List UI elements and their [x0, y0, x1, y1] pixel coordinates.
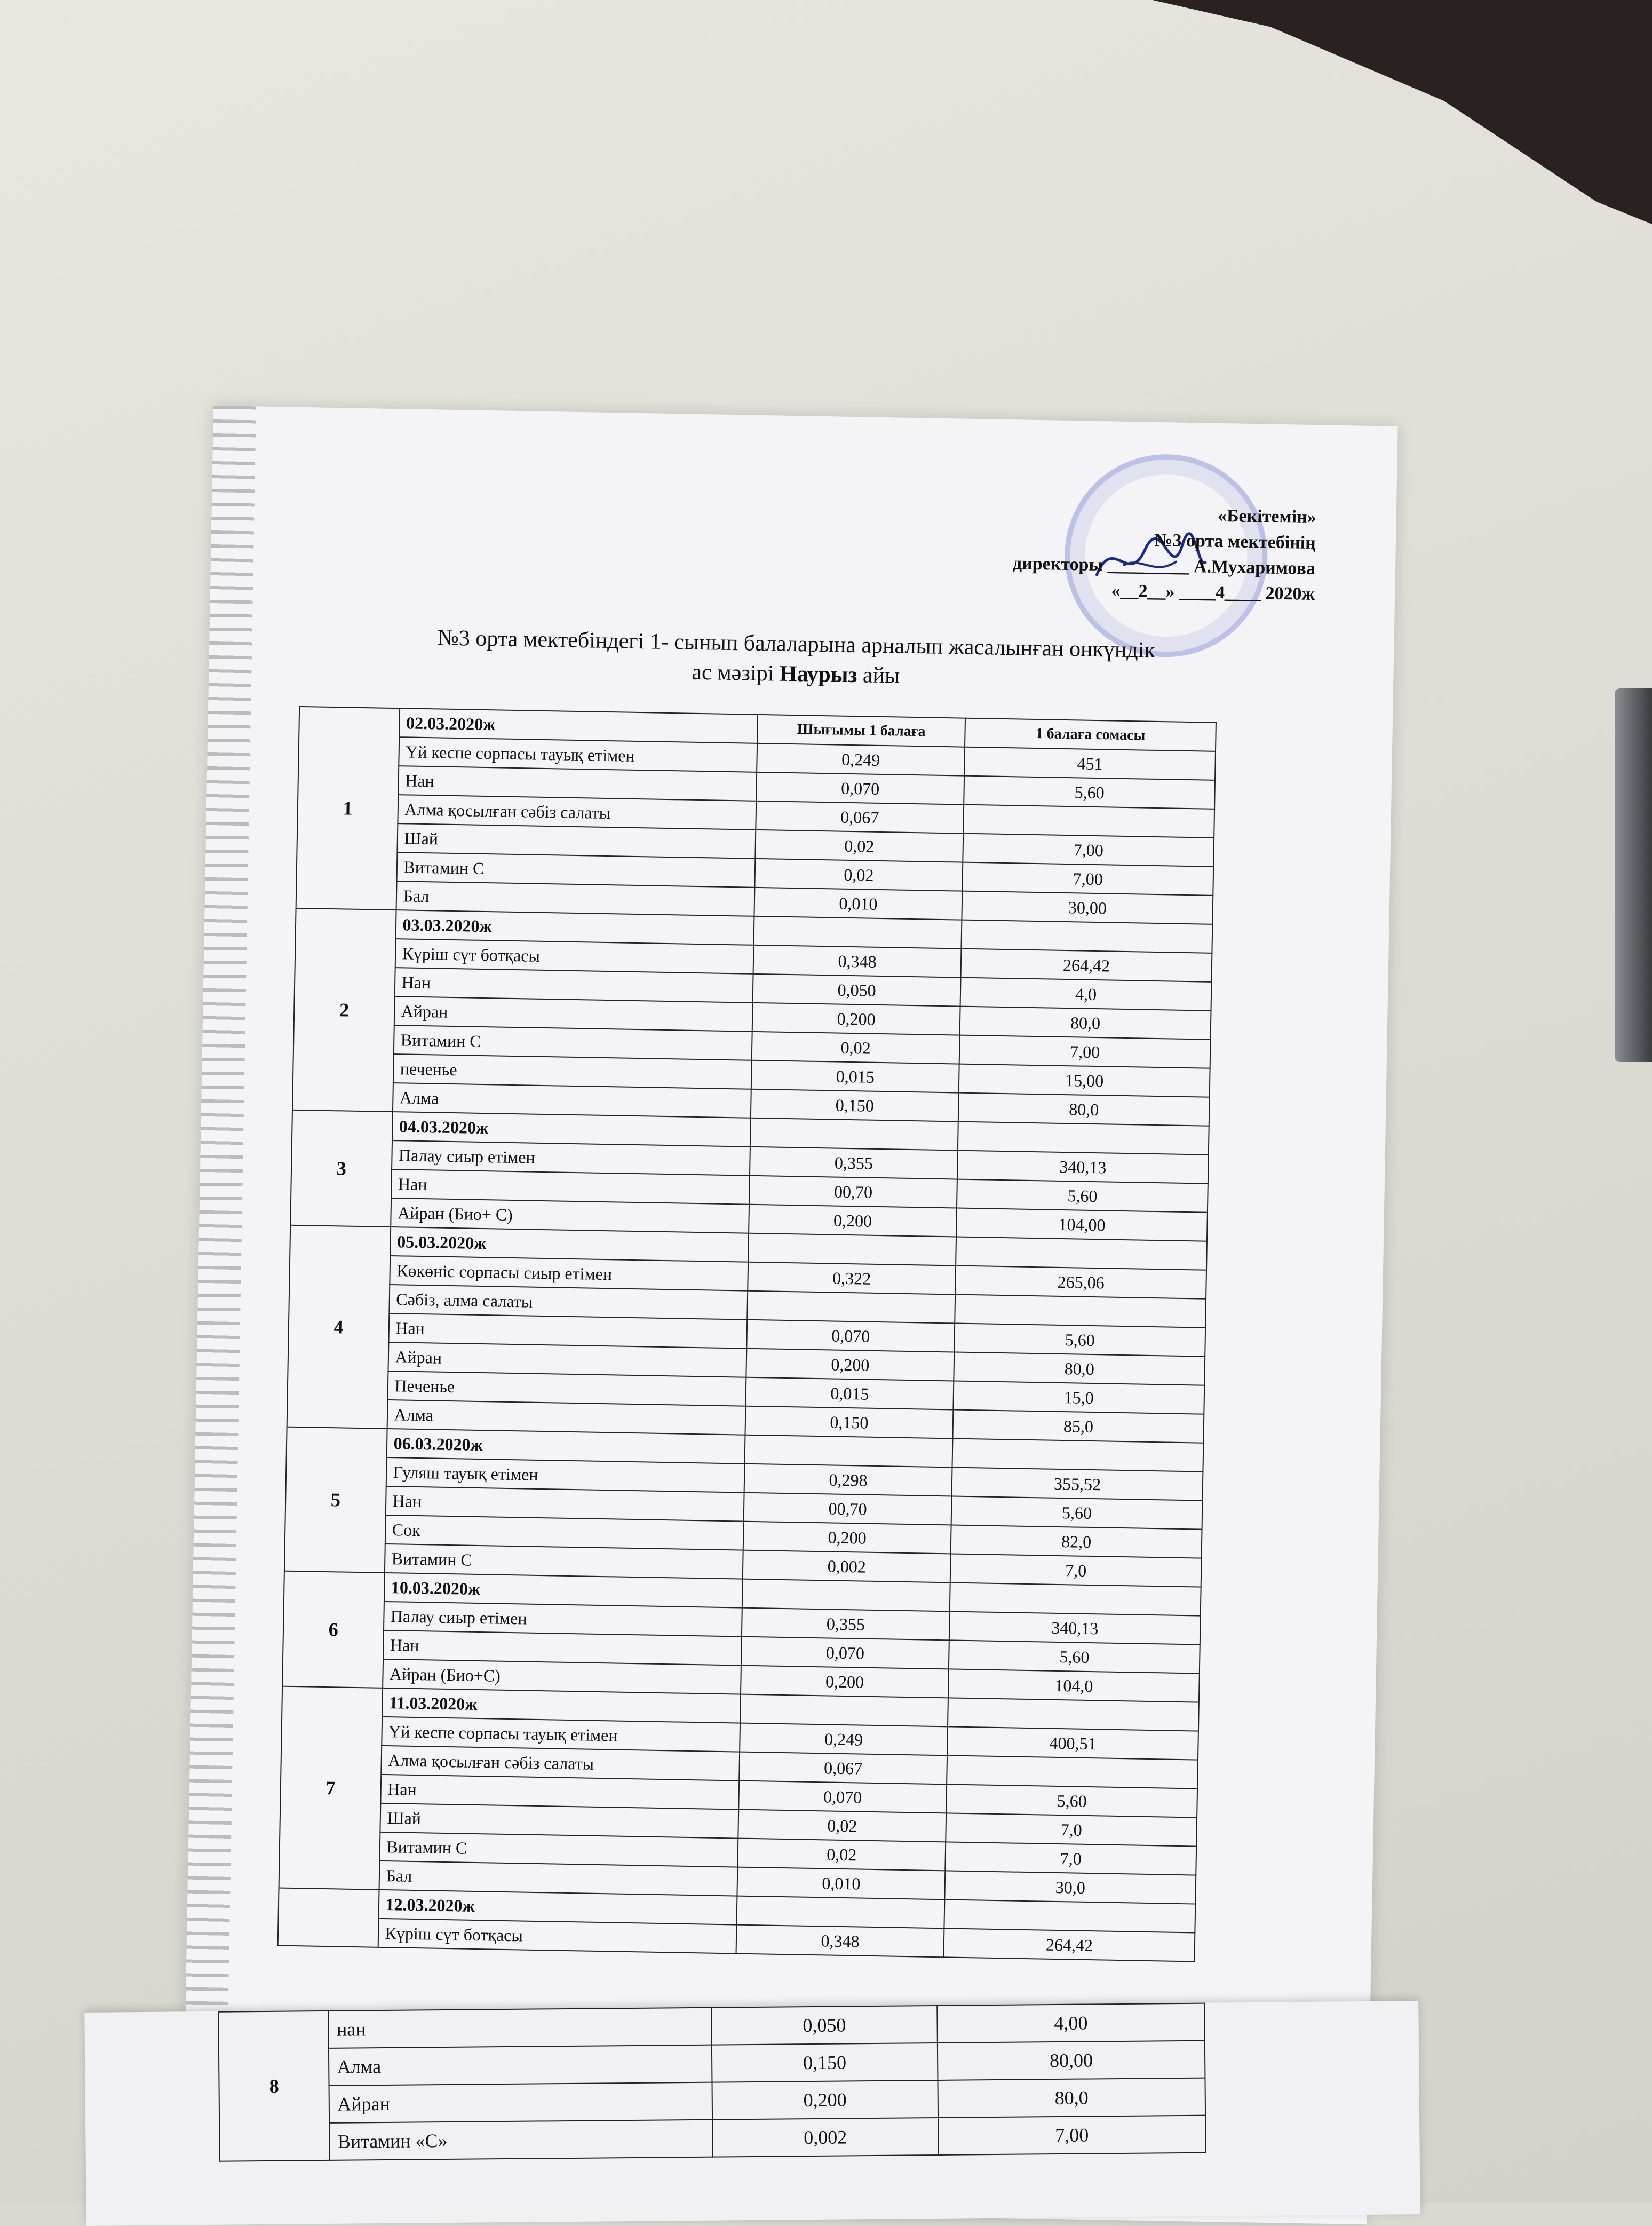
- dish-name: Печенье: [387, 1371, 746, 1406]
- dish-name: Алма: [387, 1400, 745, 1435]
- dish-price: [963, 805, 1214, 838]
- dish-price: 7,00: [962, 862, 1213, 896]
- dish-name: Палау сиыр етімен: [392, 1140, 750, 1176]
- dish-quantity: 0,010: [754, 888, 962, 920]
- empty-cell: [948, 1698, 1199, 1731]
- day-date: 02.03.2020ж: [399, 708, 758, 743]
- menu-table: [277, 706, 1217, 1962]
- dish-quantity: 0,200: [741, 1666, 949, 1698]
- dish-name: Нан: [385, 1486, 744, 1522]
- dish-price: 265,06: [955, 1266, 1206, 1299]
- dish-price: 7,0: [945, 1842, 1196, 1875]
- approval-line-1: «Бекітемін»: [1217, 505, 1316, 528]
- menu-item-row: [219, 2116, 1206, 2161]
- dish-quantity: [747, 1291, 955, 1324]
- day-number: 2: [292, 908, 396, 1112]
- dish-price: 340,13: [957, 1151, 1209, 1184]
- dish-price: 400,51: [947, 1726, 1198, 1760]
- empty-cell: [962, 920, 1213, 953]
- dish-name: Витамин С: [393, 1025, 752, 1060]
- dish-quantity: 0,070: [756, 772, 964, 805]
- dish-name: Гуляш тауық етімен: [386, 1457, 744, 1493]
- column-header-price: 1 балаға сомасы: [965, 718, 1216, 751]
- dish-price: 4,00: [937, 2003, 1205, 2043]
- dish-quantity: 0,010: [737, 1867, 945, 1900]
- dish-quantity: 0,355: [742, 1608, 950, 1641]
- dish-quantity: 0,015: [745, 1377, 954, 1410]
- day-number: 8: [218, 2011, 330, 2161]
- dish-quantity: 0,348: [753, 945, 962, 978]
- dish-price: 4,0: [960, 978, 1212, 1011]
- empty-cell: [740, 1694, 948, 1727]
- dish-price: 5,60: [946, 1784, 1197, 1817]
- title-line-1: №3 орта мектебіндегі 1- сынып балаларына арналып жасалынған онкүндік: [437, 625, 1156, 663]
- dish-quantity: 0,02: [737, 1839, 946, 1871]
- dish-name: Алма: [329, 2045, 712, 2086]
- dish-quantity: 0,249: [740, 1723, 948, 1756]
- dish-quantity: 0,067: [739, 1752, 947, 1785]
- empty-cell: [944, 1899, 1196, 1932]
- dish-quantity: 0,200: [746, 1349, 954, 1381]
- dish-name: Нан: [394, 968, 753, 1003]
- dish-name: Сәбіз, алма салаты: [389, 1285, 748, 1320]
- background-metal-object: [1615, 688, 1652, 1062]
- approval-line-2: №3 орта мектебінің: [1154, 530, 1316, 553]
- dish-price: 264,42: [944, 1928, 1195, 1961]
- dish-quantity: 0,015: [751, 1060, 959, 1093]
- dish-name: Шай: [397, 823, 756, 859]
- dish-name: Көкөніс сорпасы сиыр етімен: [390, 1256, 748, 1291]
- dish-price: 104,00: [956, 1208, 1208, 1241]
- empty-cell: [958, 1122, 1209, 1155]
- day-number: 5: [284, 1427, 387, 1573]
- dish-quantity: 0,150: [745, 1406, 953, 1439]
- dish-name: Айран: [388, 1342, 746, 1377]
- title-prefix: ас мәзірі: [692, 660, 774, 686]
- dish-name: Күріш сүт ботқасы: [378, 1919, 736, 1954]
- day-date: 05.03.2020ж: [390, 1227, 749, 1262]
- approval-block: [1012, 500, 1316, 607]
- dish-quantity: 0,070: [738, 1781, 947, 1813]
- empty-cell: [745, 1435, 953, 1468]
- empty-cell: [952, 1438, 1204, 1471]
- dish-quantity: 0,200: [752, 1003, 960, 1035]
- dish-quantity: 0,050: [753, 974, 961, 1007]
- dish-quantity: 0,002: [743, 1550, 951, 1583]
- dish-quantity: 0,02: [752, 1032, 960, 1064]
- dish-quantity: 0,200: [743, 1522, 951, 1554]
- dish-price: 82,0: [951, 1525, 1202, 1558]
- menu-document-page: [182, 406, 1397, 2224]
- day-date: 11.03.2020ж: [382, 1688, 741, 1723]
- second-page-fragment: [84, 2001, 1420, 2226]
- day-date: 10.03.2020ж: [384, 1573, 742, 1608]
- title-suffix: айы: [862, 663, 900, 688]
- dish-quantity: 0,150: [751, 1089, 959, 1122]
- dish-price: 340,13: [949, 1611, 1201, 1644]
- approval-line-4: «__2__» ____4____ 2020ж: [1111, 581, 1315, 605]
- day-number: 3: [290, 1110, 392, 1227]
- empty-cell: [956, 1237, 1207, 1270]
- dish-name: Алма қосылған сәбіз салаты: [398, 795, 756, 830]
- empty-cell: [753, 916, 962, 949]
- dish-price: 7,00: [959, 1035, 1211, 1068]
- dish-name: Үй кеспе сорпасы тауық етімен: [382, 1717, 740, 1752]
- dish-price: 80,0: [954, 1352, 1205, 1385]
- dish-name: Витамин С: [396, 852, 755, 888]
- dish-name: Нан: [398, 766, 757, 801]
- dish-price: 30,0: [944, 1871, 1196, 1904]
- dish-quantity: 0,070: [746, 1320, 955, 1352]
- dish-quantity: 0,002: [712, 2118, 939, 2157]
- dish-name: Алма: [392, 1083, 751, 1118]
- dish-name: Витамин С: [384, 1544, 743, 1579]
- dish-name: Айран: [329, 2082, 712, 2123]
- dish-quantity: 0,067: [756, 801, 964, 834]
- dish-price: 5,60: [957, 1179, 1208, 1213]
- dish-name: Сок: [385, 1515, 743, 1550]
- day-number: 7: [279, 1686, 383, 1890]
- day-number: [278, 1888, 379, 1947]
- dish-quantity: 0,050: [711, 2006, 938, 2045]
- dish-name: Палау сиыр етімен: [384, 1602, 742, 1637]
- dish-name: Айран (Био+С): [383, 1659, 741, 1694]
- dish-name: Айран: [394, 996, 752, 1032]
- approval-line-3: директоры _________ А.Мухаримова: [1012, 553, 1316, 579]
- empty-cell: [736, 1896, 944, 1929]
- dish-price: 80,0: [958, 1093, 1210, 1126]
- dish-price: 7,00: [938, 2116, 1206, 2155]
- dish-name: Витамин «С»: [330, 2120, 713, 2160]
- dish-quantity: 0,200: [712, 2080, 938, 2120]
- dish-price: 15,0: [954, 1381, 1205, 1414]
- dish-price: 85,0: [953, 1409, 1204, 1443]
- day-date: 06.03.2020ж: [386, 1429, 745, 1464]
- day-number: 1: [296, 707, 400, 910]
- dish-price: 7,0: [946, 1813, 1197, 1846]
- dish-quantity: 0,200: [749, 1205, 957, 1237]
- empty-cell: [742, 1579, 950, 1612]
- dish-name: печенье: [393, 1054, 751, 1089]
- dish-quantity: 00,70: [744, 1493, 952, 1525]
- dish-name: Витамин С: [379, 1832, 738, 1867]
- column-header-qty: Шығымы 1 балаға: [757, 715, 965, 747]
- day-number: 6: [282, 1571, 384, 1688]
- dish-quantity: 0,02: [738, 1810, 946, 1842]
- dish-price: 5,60: [964, 776, 1215, 809]
- dish-quantity: 0,02: [755, 830, 963, 862]
- empty-cell: [748, 1233, 956, 1266]
- empty-cell: [950, 1582, 1201, 1615]
- dish-price: 7,00: [963, 834, 1214, 867]
- dish-quantity: 0,348: [736, 1925, 944, 1958]
- dish-name: Үй кеспе сорпасы тауық етімен: [399, 737, 757, 772]
- dish-name: Бал: [379, 1861, 737, 1896]
- dish-name: Нан: [383, 1630, 742, 1666]
- dish-name: Нан: [388, 1313, 747, 1349]
- dish-name: нан: [329, 2008, 712, 2048]
- dish-quantity: 0,355: [750, 1147, 958, 1179]
- menu-table-continued: [218, 2003, 1206, 2162]
- dish-quantity: 0,322: [748, 1262, 956, 1295]
- dish-price: [947, 1755, 1198, 1788]
- dish-quantity: 0,249: [757, 743, 965, 776]
- day-date: 03.03.2020ж: [395, 910, 754, 945]
- dish-name: Нан: [380, 1775, 739, 1810]
- dish-price: 264,42: [961, 949, 1212, 982]
- empty-cell: [750, 1118, 958, 1151]
- day-date: 04.03.2020ж: [392, 1112, 751, 1147]
- dish-price: 5,60: [949, 1640, 1200, 1673]
- dish-price: 80,00: [938, 2041, 1205, 2080]
- dish-name: Шай: [380, 1803, 738, 1839]
- dish-name: Бал: [396, 881, 754, 916]
- dish-price: 15,00: [959, 1064, 1210, 1097]
- dish-name: Айран (Био+ С): [391, 1198, 749, 1233]
- dish-price: 80,0: [938, 2078, 1205, 2118]
- dish-quantity: 00,70: [749, 1176, 957, 1208]
- day-date: 12.03.2020ж: [378, 1890, 737, 1925]
- dish-price: 451: [964, 747, 1216, 780]
- dish-price: 355,52: [952, 1467, 1203, 1500]
- dish-price: 5,60: [954, 1324, 1205, 1357]
- dish-price: 7,0: [950, 1554, 1202, 1587]
- dish-name: Нан: [391, 1169, 750, 1205]
- dish-name: Алма қосылған сәбіз салаты: [381, 1746, 740, 1781]
- dish-name: Күріш сүт ботқасы: [395, 939, 753, 974]
- dish-price: 80,0: [960, 1007, 1211, 1040]
- dish-price: 5,60: [951, 1496, 1203, 1529]
- dish-quantity: 0,02: [754, 859, 963, 891]
- dish-price: [955, 1295, 1206, 1328]
- dish-quantity: 0,070: [741, 1637, 949, 1669]
- day-number: 4: [287, 1225, 391, 1429]
- dish-price: 104,0: [948, 1669, 1200, 1702]
- title-month: Наурыз: [779, 661, 857, 688]
- dish-quantity: 0,150: [712, 2043, 938, 2082]
- dish-price: 30,00: [962, 891, 1213, 924]
- dish-quantity: 0,298: [744, 1464, 952, 1496]
